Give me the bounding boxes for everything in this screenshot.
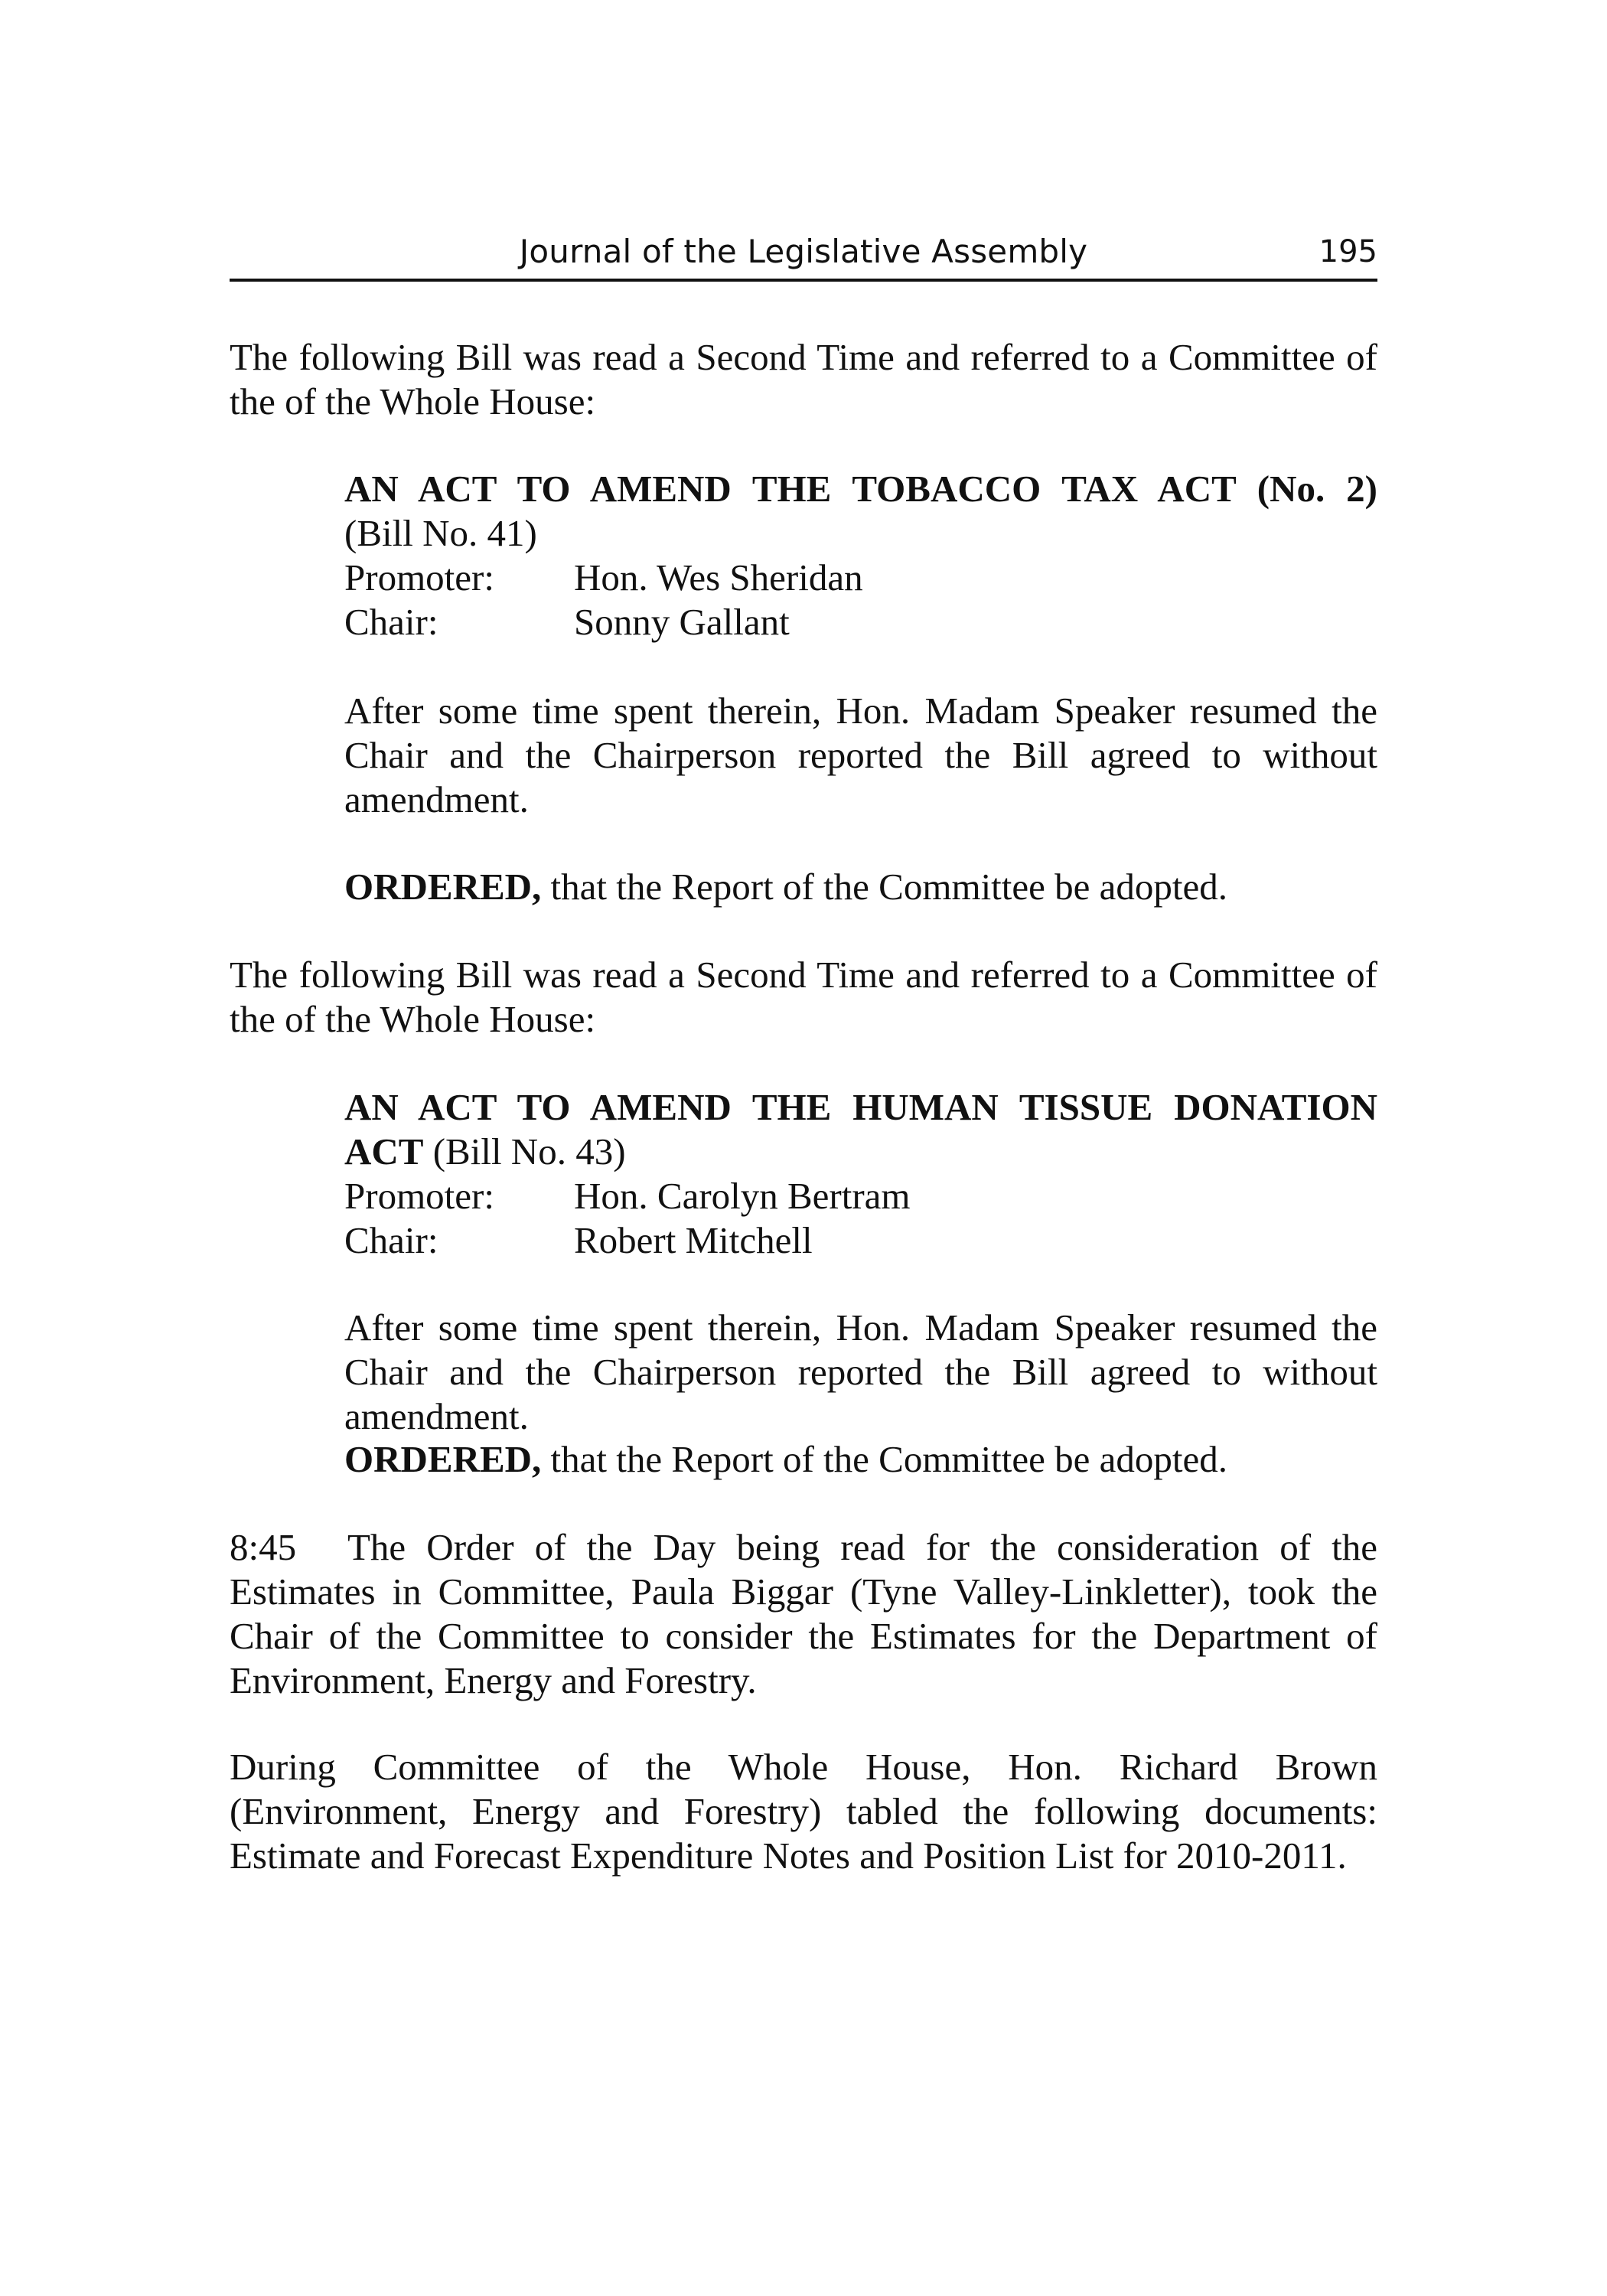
ordered-label-2: ORDERED, bbox=[344, 1438, 542, 1480]
ordered-label-1: ORDERED, bbox=[344, 866, 542, 908]
ordered-text-1: that the Report of the Committee be adopted. bbox=[541, 866, 1228, 908]
bill-41-title: AN ACT TO AMEND THE TOBACCO TAX ACT (No. 2) bbox=[344, 468, 1377, 510]
bill-43-promoter: Hon. Carolyn Bertram bbox=[574, 1175, 911, 1217]
bill-43-title-line-1: AN ACT TO AMEND THE HUMAN TISSUE DONATION bbox=[344, 1086, 1377, 1128]
ordered-report-1 bbox=[344, 865, 1377, 909]
bill-43-chair-label: Chair: bbox=[344, 1219, 438, 1261]
bill-41-promoter-label: Promoter: bbox=[344, 556, 494, 598]
journal-title: Journal of the Legislative Assembly bbox=[519, 233, 1088, 270]
bill-43-promoter-label: Promoter: bbox=[344, 1175, 494, 1217]
bill-43-number: (Bill No. 43) bbox=[423, 1130, 626, 1172]
running-header bbox=[230, 231, 1377, 282]
bill-43-title-line-2 bbox=[344, 1130, 626, 1174]
bill-41-number: (Bill No. 41) bbox=[344, 512, 537, 554]
second-reading-intro-1: The following Bill was read a Second Time and referred to a Committee of the of the Whole House: bbox=[230, 336, 1377, 422]
bill-41-promoter: Hon. Wes Sheridan bbox=[574, 556, 863, 598]
bill-43-chair: Robert Mitchell bbox=[574, 1219, 813, 1261]
ordered-report-2 bbox=[344, 1437, 1377, 1482]
bill-41-chair: Sonny Gallant bbox=[574, 601, 790, 643]
bill-41-chair-label: Chair: bbox=[344, 601, 438, 643]
estimates-text: The Order of the Day being read for the consideration of the Estimates in Committee, Paula Biggar (Tyne Valley-Linkletter), took the Chair of the Committee to consider the Estimates for the Department of Environment, Energy and Forestry. bbox=[230, 1526, 1377, 1701]
committee-report-1: After some time spent therein, Hon. Madam Speaker resumed the Chair and the Chairperson reported the Bill agreed to without amendment. bbox=[344, 690, 1377, 820]
bill-43-title-act: ACT bbox=[344, 1130, 424, 1172]
page-number: 195 bbox=[1319, 234, 1377, 269]
estimates-time: 8:45 bbox=[230, 1526, 297, 1568]
estimates-entry bbox=[230, 1525, 1377, 1703]
committee-report-2: After some time spent therein, Hon. Madam Speaker resumed the Chair and the Chairperson reported the Bill agreed to without amendment. bbox=[344, 1306, 1377, 1437]
tabled-documents-entry: During Committee of the Whole House, Hon. Richard Brown (Environment, Energy and Forestry) tabled the following documents: Estimate and Forecast Expenditure Notes and Position List for 2010-2011. bbox=[230, 1746, 1377, 1877]
ordered-text-2: that the Report of the Committee be adopted. bbox=[541, 1438, 1228, 1480]
second-reading-intro-2: The following Bill was read a Second Time and referred to a Committee of the of the Whole House: bbox=[230, 954, 1377, 1040]
